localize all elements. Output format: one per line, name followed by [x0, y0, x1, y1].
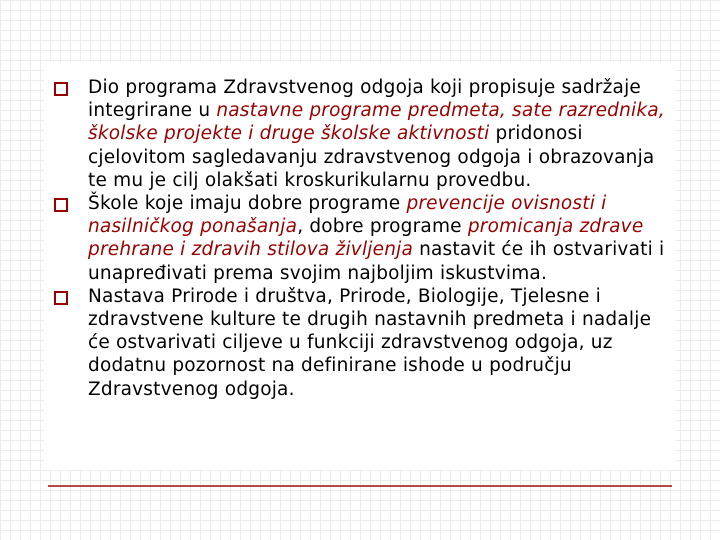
bullet-item-3 [52, 285, 672, 401]
bullet-list [52, 76, 672, 401]
bullet-2-text: Škole koje imaju dobre programe [88, 193, 407, 215]
bullet-2-text-mid: , dobre programe [297, 216, 468, 238]
square-bullet-icon [54, 291, 68, 305]
square-bullet-icon [54, 198, 68, 212]
bullet-2-emphasis-1: prevencije ovisnosti i nasilničkog ponašanja [88, 193, 607, 238]
bullet-1-emphasis: nastavne programe predmeta, sate razrednika, školske projekte i druge školske aktivnosti [88, 100, 665, 145]
bottom-divider [48, 485, 672, 487]
square-bullet-icon [54, 82, 68, 96]
bullet-item-1 [52, 76, 672, 192]
bullet-1-text: Dio programa Zdravstvenog odgoja koji propisuje sadržaje integrirane u [88, 77, 641, 122]
bullet-2-emphasis-2: promicanja zdrave prehrane i zdravih stilova življenja [88, 216, 644, 261]
bullet-3-text: Nastava Prirode i društva, Prirode, Biologije, Tjelesne i zdravstvene kulture te drugih nastavnih predmeta i nadalje će ostvarivati ciljeve u funkciji zdravstvenog odgoja, uz dodatnu pozornost na definirane ishode u području Zdravstvenog odgoja. [88, 285, 652, 400]
bullet-item-2 [52, 192, 672, 285]
bullet-1-text-end: pridonosi cjelovitom sagledavanju zdravstvenog odgoja i obrazovanja te mu je cilj olakšati kroskurikularnu provedbu. [88, 123, 655, 191]
bullet-2-text-end: nastavit će ih ostvarivati i unapređivati prema svojim najboljim iskustvima. [88, 239, 665, 284]
